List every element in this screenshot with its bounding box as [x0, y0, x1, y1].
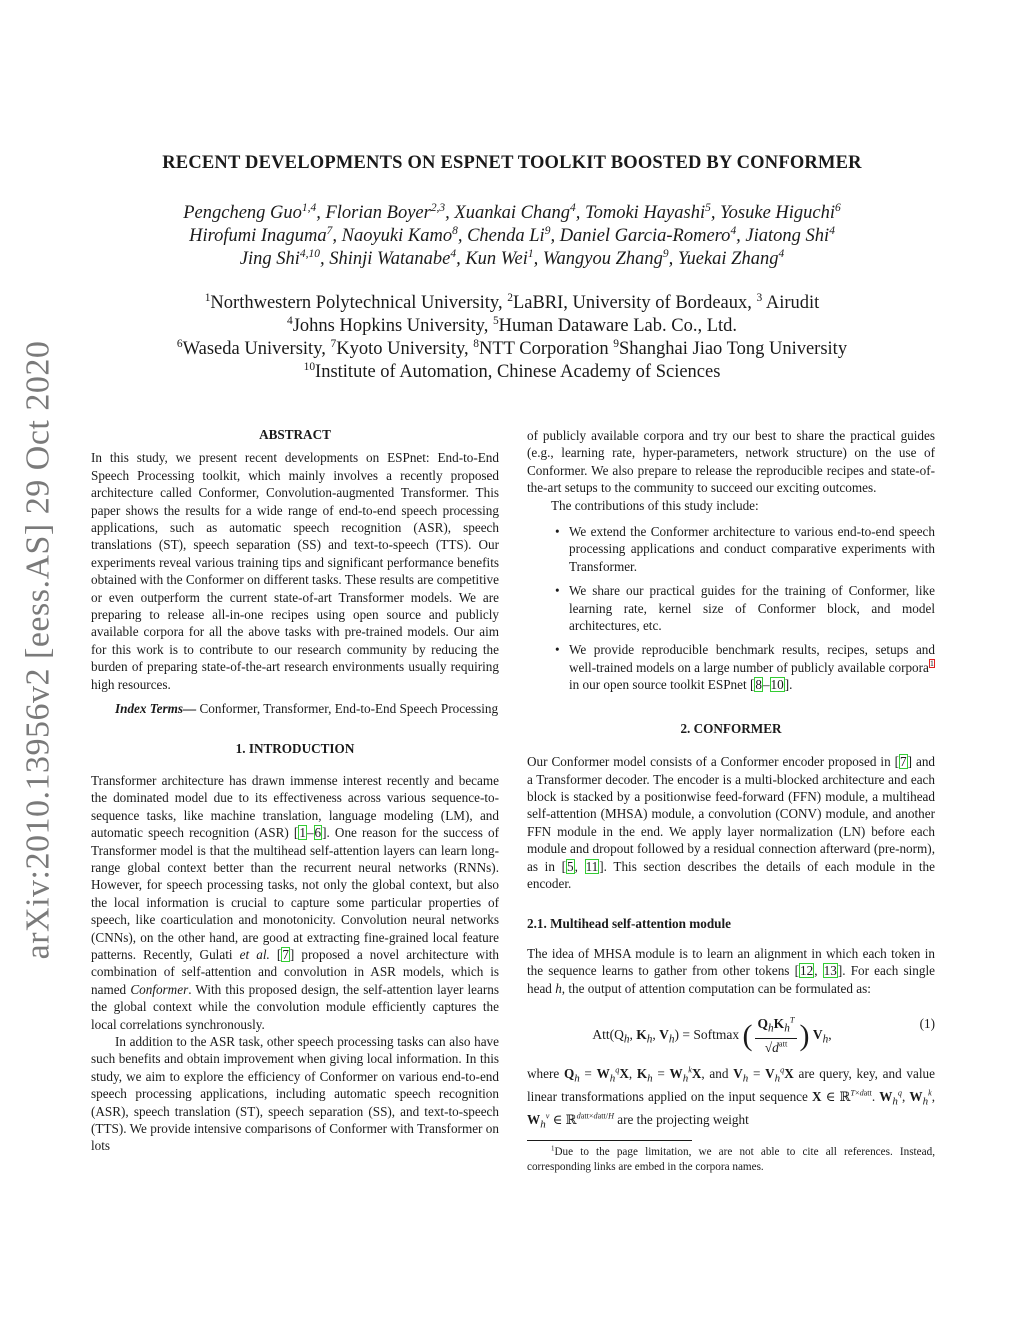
citation-link[interactable]: 12	[800, 963, 814, 979]
paper-title: RECENT DEVELOPMENTS ON ESPNET TOOLKIT BOOSTED BY CONFORMER	[162, 153, 862, 173]
equation-number: (1)	[919, 1015, 935, 1031]
arxiv-stamp-text: arXiv:2010.13956v2 [eess.AS] 29 Oct 2020	[19, 340, 57, 960]
list-item: • We share our practical guides for the training of Conformer, like learning rate, kernel size of Conformer block, and model architectures, etc.	[527, 582, 935, 634]
contributions-lead: The contributions of this study include:	[551, 497, 759, 513]
contribution-list	[527, 523, 935, 694]
conformer-heading: 2. CONFORMER	[680, 720, 782, 736]
equation-1	[527, 1003, 935, 1056]
intro-paragraph-2: In addition to the ASR task, other speech processing tasks can also have such benefits and obtain improvement when giving local information. In this study, we aim to explore the efficiency of Conformer on various end-to-end speech processing applications, including automatic speech recognition (ASR), speech translation (ST), speech separation (SS), and text-to-speech (TTS). We provide intensive comparisons of Conformer with Transformer on lots	[91, 1034, 499, 1154]
author-list	[0, 202, 1024, 271]
citation-link[interactable]: 11	[585, 858, 599, 874]
intro-heading: 1. INTRODUCTION	[235, 740, 355, 756]
equation-explanation: where $Q_h = W_h^qX$, $K_h = W_h^kX$, and $V_h = V_h^qX$ are query, key, and value linear transformations applied on the input sequence X ∈ ℝ$^{T\times datt}$. $W_h^q$, $W_h^k$, $W_h^v$ ∈ ℝ$^{datt\times datt/H}$ are the projecting weight	[527, 1065, 936, 1131]
list-item: • We extend the Conformer architecture to various end-to-end speech processing applications and conduct comparative experiments with Transformer.	[527, 523, 935, 575]
index-terms: Index Terms— Conformer, Transformer, End-to-End Speech Processing	[115, 701, 499, 717]
intro-continuation: of publicly available corpora and try our best to share the practical guides (e.g., learning rate, hyper-parameters, network structure) on the use of Conformer. We also prepare to release the reproducible recipes and state-of-the-art setups to the community to succeed our exciting outcomes.	[527, 428, 935, 496]
affiliation-list	[0, 292, 1024, 384]
mhsa-heading: 2.1. Multihead self-attention module	[527, 916, 732, 932]
author-line: Pengcheng Guo$^{1,4}$, Florian Boyer$^{2,3}$, Xuankai Chang$^4$, Tomoki Hayashi$^5$, Yosuke Higuchi$^6$	[183, 201, 841, 223]
left-column	[91, 426, 499, 1155]
footnote-link[interactable]: 1	[929, 659, 934, 669]
footnote-divider	[527, 1140, 692, 1141]
intro-paragraph-1: Transformer architecture has drawn immense interest recently and became the dominated model due to its effectiveness across various sequence-to-sequence tasks, like machine translation, language modeling (LM), and automatic speech recognition (ASR) [1–6]. One reason for the success of Transformer model is that the multihead self-attention layers can learn long-range global context better than the recurrent neural networks (RNNs). However, for speech processing tasks, not only the global context, but also the local information is crucial to capture some particular properties of speech, like coarticulation and monotonicity. Convolution neural networks (CNNs), on the other hand, are good at extracting fine-grained local feature patterns. Recently, Gulati et al. [7] proposed a novel architecture with combination of self-attention and convolution in ASR models, which is named Conformer. With this proposed design, the self-attention layer learns the global context while the convolution module efficiently captures the local correlations synchronously.	[91, 772, 499, 1032]
abstract-heading: ABSTRACT	[259, 427, 331, 442]
citation-link[interactable]: 8	[755, 677, 762, 693]
citation-link[interactable]: 10	[770, 677, 784, 693]
citation-link[interactable]: 7	[282, 946, 289, 962]
affiliation-line: $^4$Johns Hopkins University, $^5$Human Dataware Lab. Co., Ltd.	[286, 314, 738, 336]
author-line: Jing Shi$^{4,10}$, Shinji Watanabe$^4$, Kun Wei$^1$, Wangyou Zhang$^9$, Yuekai Zhang$^4$	[239, 247, 785, 269]
citation-link[interactable]: 1	[299, 825, 306, 841]
mhsa-paragraph: The idea of MHSA module is to learn an alignment in which each token in the sequence learns to gather from other tokens [12, 13]. For each single head h, the output of attention computation can be formulated as:	[527, 945, 935, 996]
right-column	[527, 427, 935, 1174]
affiliation-line: $^6$Waseda University, $^7$Kyoto University, $^8$NTT Corporation $^9$Shanghai Jiao Tong University	[176, 337, 848, 359]
footnote: $^1$Due to the page limitation, we are not able to cite all references. Instead, corresponding links are embed in the corpora names.	[527, 1144, 935, 1173]
arxiv-stamp	[8, 330, 68, 970]
author-line: Hirofumi Inaguma$^7$, Naoyuki Kamo$^8$, Chenda Li$^9$, Daniel Garcia-Romero$^4$, Jiatong Shi$^4$	[189, 224, 835, 246]
affiliation-line: $^{10}$Institute of Automation, Chinese Academy of Sciences	[303, 360, 721, 382]
citation-link[interactable]: 7	[900, 754, 907, 770]
affiliation-line: $^1$Northwestern Polytechnical University, $^2$LaBRI, University of Bordeaux, $^3$ Airudit	[204, 291, 820, 313]
citation-link[interactable]: 5	[567, 858, 574, 874]
citation-link[interactable]: 13	[823, 963, 837, 979]
citation-link[interactable]: 6	[314, 825, 322, 841]
equation-body: $Att(Q_h$, $K_h$, $V_h$) = Softmax ( $\frac{Q_hK_h^T}{√d^{att}}$ ) $V_h$,	[592, 1015, 832, 1056]
list-item: • We provide reproducible benchmark results, recipes, setups and well-trained models on a large number of publicly available corpora$^1$ in our open source toolkit ESPnet [8–10].	[527, 641, 935, 693]
conformer-paragraph: Our Conformer model consists of a Conformer encoder proposed in [7] and a Transformer decoder. The encoder is a multi-blocked architecture and each block is stacked by a positionwise feed-forward (FFN) module, a multihead self-attention (MHSA) module, a convolution (CONV) module, and another FFN module in the end. We apply layer normalization (LN) before each module and dropout followed by a residual connection afterward (pre-norm), as in [5, 11]. This section describes the details of each module in the encoder.	[527, 754, 936, 891]
abstract-text: In this study, we present recent developments on ESPnet: End-to-End Speech Processing toolkit, which mainly involves a recently proposed architecture called Conformer, Convolution-augmented Transformer. This paper shows the results for a wide range of end-to-end speech processing applications, such as automatic speech recognition (ASR), speech translations (ST), speech separation (SS) and text-to-speech (TTS). Our experiments reveal various training tips and significant performance benefits obtained with the Conformer on different tasks. These results are competitive or even outperform the current state-of-art Transformer models. We are preparing to release all-in-one recipes using open source and publicly available corpora for all the above tasks with pre-trained models. Our aim for this work is to contribute to our research community by reducing the burden of preparing state-of-the-art research environments usually requiring high resources.	[91, 450, 499, 692]
